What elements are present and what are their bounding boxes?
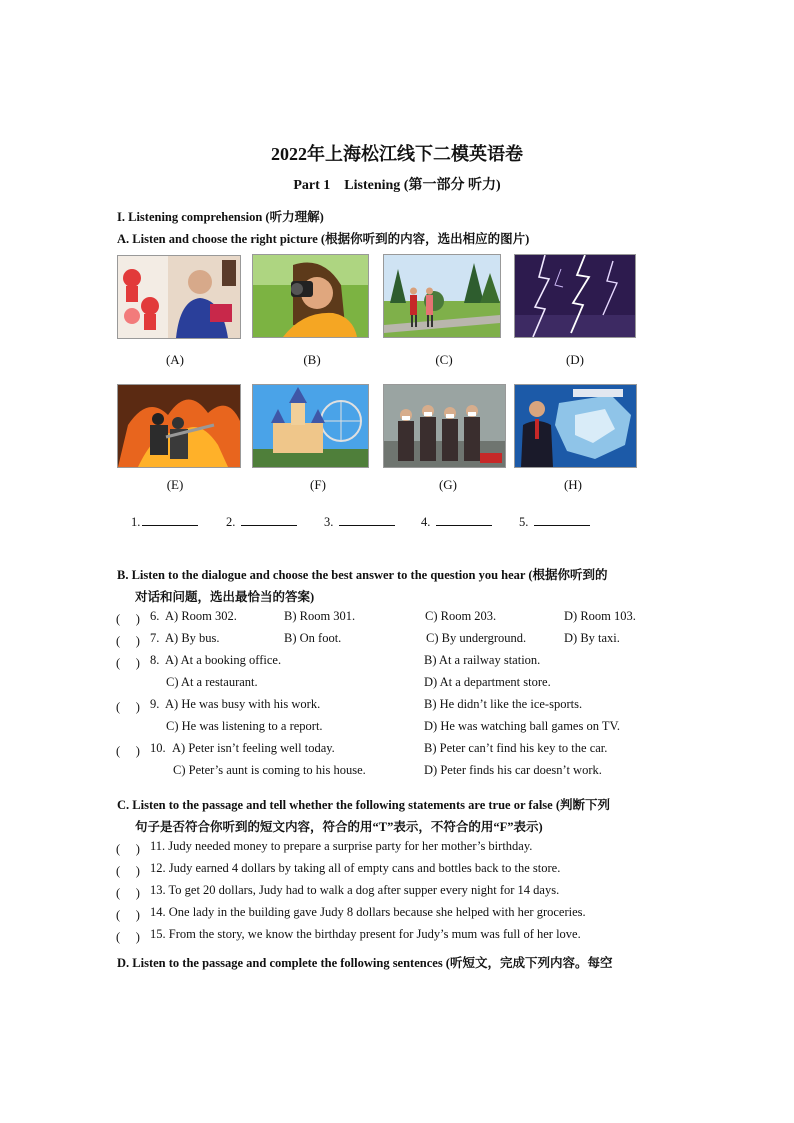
- answer-blank-5[interactable]: [519, 513, 590, 530]
- picture-e-firefighters-icon: [117, 384, 241, 468]
- option-c: C) Peter’s aunt is coming to his house.: [173, 763, 366, 777]
- page-title: 2022年上海松江线下二模英语卷: [271, 144, 523, 164]
- answer-blank-3[interactable]: [324, 513, 395, 530]
- picture-g-people-wearing-masks-icon: [383, 384, 506, 468]
- option-a: A) At a booking office.: [165, 653, 282, 667]
- section-a-heading: A. Listen and choose the right picture (根据你听到的内容，选出相应的图片): [117, 232, 530, 246]
- answer-blank-number: 5.: [519, 515, 529, 529]
- section-b-heading: B. Listen to the dialogue and choose the best answer to the question you hear (根据你听到的: [117, 568, 608, 582]
- option-d: D) By taxi.: [564, 631, 620, 645]
- picture-label-a: (A): [165, 352, 185, 367]
- statement-text: 13. To get 20 dollars, Judy had to walk a dog after supper every night for 14 days.: [150, 883, 560, 897]
- question-number: 6.: [150, 609, 160, 623]
- answer-paren[interactable]: ( ): [116, 886, 140, 900]
- picture-c-couple-walking-in-park-icon: [383, 254, 501, 338]
- picture-label-h: (H): [563, 477, 583, 492]
- option-c: C) At a restaurant.: [166, 675, 258, 689]
- picture-label-d: (D): [565, 352, 585, 367]
- answer-paren[interactable]: ( ): [116, 908, 140, 922]
- page-subtitle: Part 1 Listening (第一部分 听力): [293, 178, 501, 193]
- answer-blank-number: 4.: [421, 515, 431, 529]
- picture-b-girl-with-camera-icon: [252, 254, 369, 338]
- picture-label-g: (G): [438, 477, 458, 492]
- answer-paren[interactable]: ( ): [116, 842, 140, 856]
- option-d: D) Peter finds his car doesn’t work.: [424, 763, 602, 777]
- answer-blank-number: 1.: [131, 515, 141, 529]
- option-b: B) Peter can’t find his key to the car.: [424, 741, 608, 755]
- section-c-heading-cont: 句子是否符合你听到的短文内容，符合的用“T”表示，不符合的用“F”表示): [135, 820, 543, 834]
- answer-blank-number: 2.: [226, 515, 236, 529]
- picture-label-c: (C): [435, 352, 453, 367]
- picture-label-e: (E): [166, 477, 184, 492]
- option-c: C) Room 203.: [425, 609, 497, 623]
- answer-blank-number: 3.: [324, 515, 334, 529]
- option-b: B) He didn’t like the ice-sports.: [424, 697, 583, 711]
- picture-a-mascot-paper-cutting-man-icon: [117, 255, 241, 339]
- statement-text: 12. Judy earned 4 dollars by taking all of empty cans and bottles back to the store.: [150, 861, 561, 875]
- statement-text: 15. From the story, we know the birthday present for Judy’s mum was full of her love.: [150, 927, 581, 941]
- option-b: B) On foot.: [284, 631, 342, 645]
- question-number: 10.: [150, 741, 166, 755]
- option-a: A) By bus.: [165, 631, 220, 645]
- section-c-heading: C. Listen to the passage and tell whether the following statements are true or false (判断下列: [117, 798, 611, 812]
- question-number: 9.: [150, 697, 160, 711]
- statement-text: 14. One lady in the building gave Judy 8 dollars because she helped with her groceries.: [150, 905, 586, 919]
- option-a: A) Peter isn’t feeling well today.: [172, 741, 335, 755]
- answer-blank-4[interactable]: [421, 513, 492, 530]
- answer-blank-1[interactable]: [131, 513, 198, 530]
- option-d: D) At a department store.: [424, 675, 551, 689]
- option-b: B) At a railway station.: [424, 653, 541, 667]
- answer-paren[interactable]: ( ): [116, 864, 140, 878]
- section-d-heading: D. Listen to the passage and complete the following sentences (听短文，完成下列内容。每空: [117, 956, 613, 970]
- question-number: 8.: [150, 653, 160, 667]
- question-number: 7.: [150, 631, 160, 645]
- option-c: C) By underground.: [426, 631, 527, 645]
- answer-paren[interactable]: ( ): [116, 612, 140, 626]
- picture-f-castle-amusement-park-icon: [252, 384, 369, 468]
- answer-blank-2[interactable]: [226, 513, 297, 530]
- section-i-heading: I. Listening comprehension (听力理解): [117, 210, 324, 224]
- answer-paren[interactable]: ( ): [116, 744, 140, 758]
- option-c: C) He was listening to a report.: [166, 719, 323, 733]
- option-a: A) He was busy with his work.: [165, 697, 321, 711]
- picture-h-weather-forecast-icon: [514, 384, 637, 468]
- section-b-heading-cont: 对话和问题，选出最恰当的答案): [135, 590, 315, 604]
- statement-text: 11. Judy needed money to prepare a surprise party for her mother’s birthday.: [150, 839, 533, 853]
- picture-d-lightning-storm-icon: [514, 254, 636, 338]
- option-b: B) Room 301.: [284, 609, 356, 623]
- answer-paren[interactable]: ( ): [116, 656, 140, 670]
- option-d: D) He was watching ball games on TV.: [424, 719, 621, 733]
- option-d: D) Room 103.: [564, 609, 636, 623]
- option-a: A) Room 302.: [165, 609, 237, 623]
- answer-paren[interactable]: ( ): [116, 634, 140, 648]
- answer-paren[interactable]: ( ): [116, 700, 140, 714]
- picture-label-b: (B): [303, 352, 321, 367]
- answer-paren[interactable]: ( ): [116, 930, 140, 944]
- picture-label-f: (F): [310, 477, 326, 492]
